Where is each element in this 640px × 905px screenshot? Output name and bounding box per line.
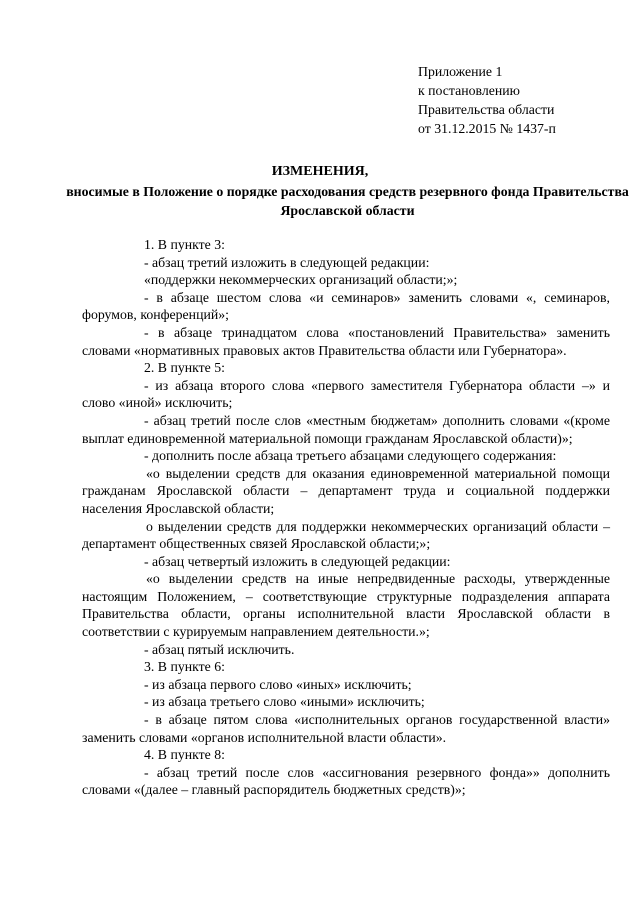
paragraph: «о выделении средств на иные непредвиденные расходы, утвержденные настоящим Положением, – соответствующие структурные подразделения аппарата Правительства области, органы исполнительной власти Ярославской области в соответствии с курируемым направлением деятельности.»; bbox=[82, 571, 610, 640]
paragraph: 3. В пункте 6: bbox=[144, 659, 225, 675]
appendix-line: от 31.12.2015 № 1437-п bbox=[418, 121, 556, 136]
paragraph: «поддержки некоммерческих организаций области;»; bbox=[144, 272, 458, 288]
paragraph: - абзац третий после слов «местным бюджетам» дополнить словами «(кроме выплат единовременной материальной помощи гражданам Ярославской области)»; bbox=[82, 412, 610, 446]
paragraph: 1. В пункте 3: bbox=[144, 237, 225, 252]
document-subtitle: вносимые в Положение о порядке расходования средств резервного фонда Правительства Ярославской области bbox=[66, 184, 629, 218]
paragraph: 2. В пункте 5: bbox=[144, 360, 225, 376]
paragraph: - абзац пятый исключить. bbox=[144, 641, 295, 657]
paragraph: - из абзаца первого слово «иных» исключить; bbox=[144, 676, 412, 692]
appendix-header bbox=[418, 62, 556, 138]
paragraph: - абзац третий после слов «ассигнования резервного фонда»» дополнить словами «(далее – главный распорядитель бюджетных средств)»; bbox=[82, 764, 610, 798]
paragraph: - в абзаце шестом слова «и семинаров» заменить словами «, семинаров, форумов, конференций»; bbox=[82, 289, 610, 323]
paragraph: - в абзаце пятом слова «исполнительных органов государственной власти» заменить словами «органов исполнительной власти области». bbox=[82, 712, 610, 745]
document-title: ИЗМЕНЕНИЯ, bbox=[271, 164, 369, 179]
appendix-line: к постановлению bbox=[418, 83, 520, 98]
appendix-line: Правительства области bbox=[418, 102, 555, 117]
paragraph: - абзац четвертый изложить в следующей редакции: bbox=[144, 553, 451, 569]
paragraph: - дополнить после абзаца третьего абзацами следующего содержания: bbox=[144, 448, 557, 464]
paragraph: о выделении средств для поддержки некоммерческих организаций области – департамент общественных связей Ярославской области;»; bbox=[82, 518, 610, 552]
paragraph: - в абзаце тринадцатом слова «постановлений Правительства» заменить словами «нормативных правовых актов Правительства области или Губернатора». bbox=[82, 324, 610, 358]
paragraph: - из абзаца второго слова «первого заместителя Губернатора области –» и слово «иной» исключить; bbox=[82, 377, 610, 411]
paragraph: «о выделении средств для оказания единовременной материальной помощи гражданам Ярославской области – департамент труда и социальной поддержки населения Ярославской области; bbox=[82, 465, 610, 516]
paragraph: - из абзаца третьего слово «иными» исключить; bbox=[144, 694, 425, 710]
paragraph: 4. В пункте 8: bbox=[144, 747, 225, 763]
appendix-line: Приложение 1 bbox=[418, 64, 503, 79]
document-body bbox=[82, 236, 610, 799]
paragraph: - абзац третий изложить в следующей редакции: bbox=[144, 254, 430, 270]
